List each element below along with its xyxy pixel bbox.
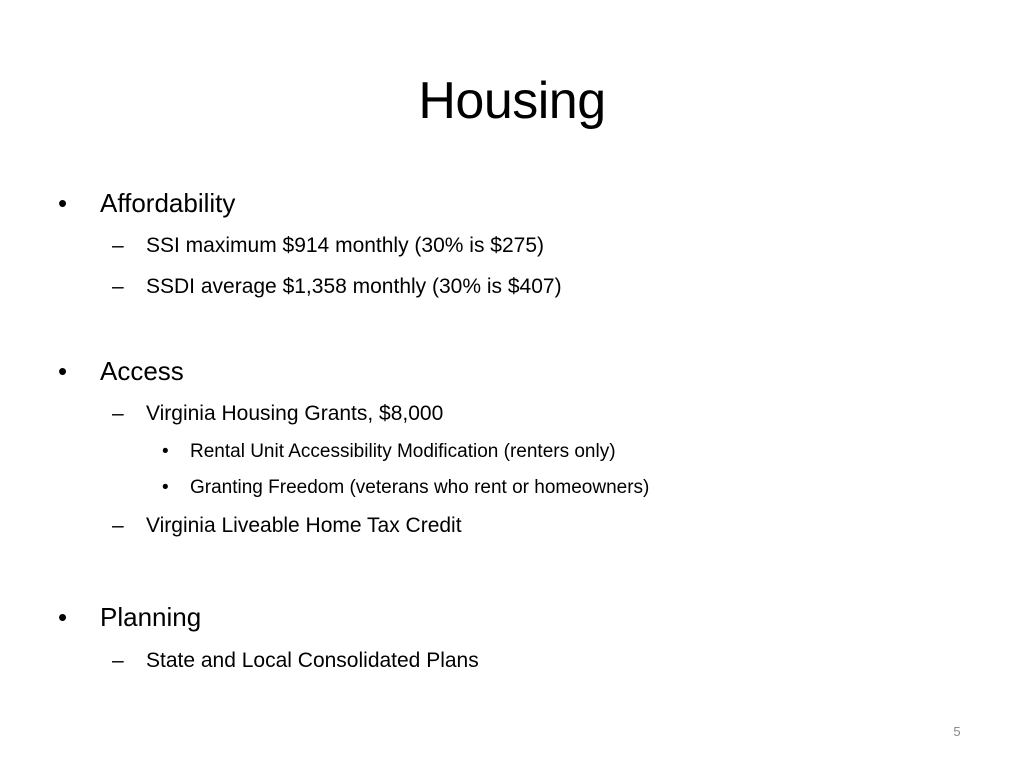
dash-icon: – (112, 514, 124, 537)
sub-bullet-label: State and Local Consolidated Plans (146, 649, 479, 672)
dash-icon: – (112, 275, 124, 298)
bullet-dot-icon: • (162, 441, 169, 462)
sub-bullet-label: SSDI average $1,358 monthly (30% is $407) (146, 275, 562, 298)
dash-icon: – (112, 234, 124, 257)
page-number: 5 (953, 724, 961, 739)
section-label: Affordability (100, 188, 236, 218)
bullet-dot-icon: • (58, 188, 68, 218)
sub-sub-bullet-label: Rental Unit Accessibility Modification (renters only) (190, 441, 616, 462)
bullet-dot-icon: • (58, 356, 68, 386)
sub-bullet-label: SSI maximum $914 monthly (30% is $275) (146, 234, 545, 257)
sub-bullet-label: Virginia Liveable Home Tax Credit (146, 514, 462, 537)
section-label: Planning (100, 602, 202, 632)
bullet-dot-icon: • (162, 477, 169, 498)
bullet-dot-icon: • (58, 602, 68, 632)
sub-bullet-label: Virginia Housing Grants, $8,000 (146, 402, 444, 425)
slide-title: Housing (418, 72, 606, 130)
section-label: Access (100, 356, 184, 386)
dash-icon: – (112, 649, 124, 672)
sub-sub-bullet-label: Granting Freedom (veterans who rent or homeowners) (190, 477, 650, 498)
dash-icon: – (112, 402, 124, 425)
